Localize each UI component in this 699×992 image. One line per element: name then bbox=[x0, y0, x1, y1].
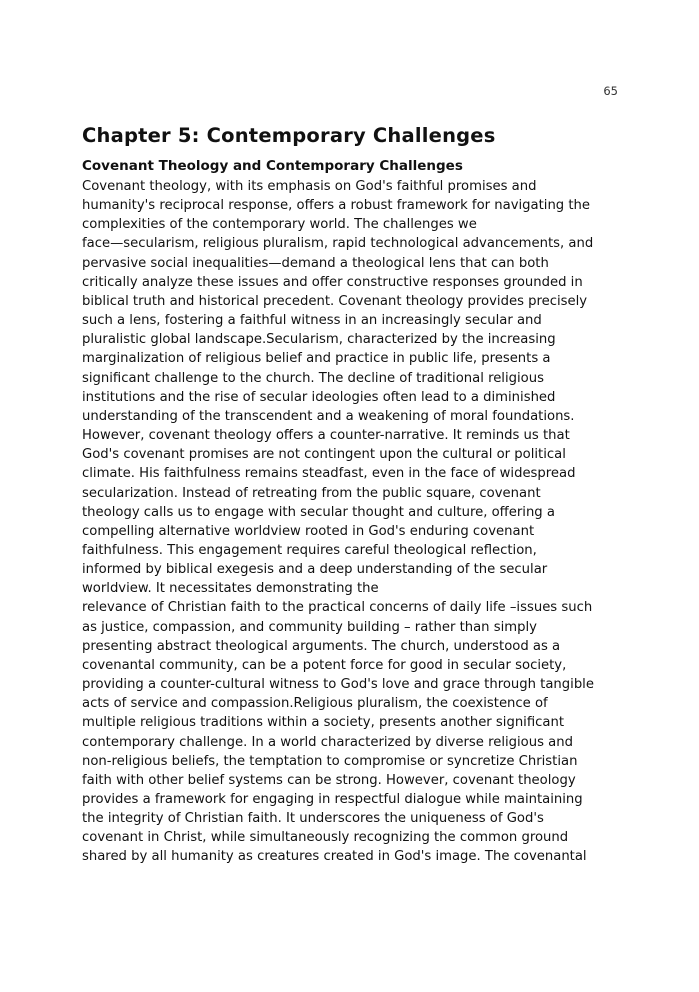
body-text-line: face—secularism, religious pluralism, rapid technological advancements, and bbox=[82, 236, 594, 252]
body-text-line: faithfulness. This engagement requires careful theological reflection, bbox=[82, 542, 537, 558]
body-text-line: informed by biblical exegesis and a deep understanding of the secular bbox=[82, 562, 548, 578]
body-text-line: worldview. It necessitates demonstrating the bbox=[82, 581, 379, 597]
body-text-line: provides a framework for engaging in respectful dialogue while maintaining bbox=[82, 792, 583, 807]
body-text-line: biblical truth and historical precedent. Covenant theology provides precisely bbox=[82, 293, 588, 309]
body-text-line: as justice, compassion, and community building – rather than simply bbox=[82, 619, 537, 635]
page-number: 65 bbox=[603, 84, 618, 98]
body-text-line: non-religious beliefs, the temptation to compromise or syncretize Christian bbox=[82, 753, 578, 769]
body-text-line: However, covenant theology offers a counter-narrative. It reminds us that bbox=[82, 428, 570, 444]
body-text-line: relevance of Christian faith to the practical concerns of daily life –issues such bbox=[82, 600, 593, 616]
body-text-line: marginalization of religious belief and practice in public life, presents a bbox=[82, 351, 551, 367]
body-text-line: critically analyze these issues and offer constructive responses grounded in bbox=[82, 274, 583, 290]
body-text-line: the integrity of Christian faith. It underscores the uniqueness of God's bbox=[82, 811, 544, 827]
body-text-line: theology calls us to engage with secular thought and culture, offering a bbox=[82, 504, 555, 520]
body-text-line: pluralistic global landscape.Secularism, characterized by the increasing bbox=[82, 332, 556, 348]
body-text-line: institutions and the rise of secular ideologies often lead to a diminished bbox=[82, 389, 556, 405]
body-text-line: such a lens, fostering a faithful witness in an increasingly secular and bbox=[82, 313, 542, 329]
body-text-line: Covenant theology, with its emphasis on God's faithful promises and bbox=[82, 179, 537, 194]
body-text-line: providing a counter-cultural witness to God's love and grace through tangible bbox=[82, 677, 594, 693]
body-text-line: compelling alternative worldview rooted in God's enduring covenant bbox=[82, 523, 535, 539]
body-text-line: covenantal community, can be a potent force for good in secular society, bbox=[82, 657, 567, 673]
body-text-line: complexities of the contemporary world. The challenges we bbox=[82, 217, 477, 233]
body-text-line: humanity's reciprocal response, offers a robust framework for navigating the bbox=[82, 198, 591, 214]
body-text-line: contemporary challenge. In a world characterized by diverse religious and bbox=[82, 734, 573, 750]
body-text bbox=[82, 177, 594, 867]
body-text-line: God's covenant promises are not contingent upon the cultural or political bbox=[82, 447, 566, 463]
body-text-line: understanding of the transcendent and a weakening of moral foundations. bbox=[82, 408, 575, 424]
body-text-line: significant challenge to the church. The decline of traditional religious bbox=[82, 370, 544, 386]
body-text-line: climate. His faithfulness remains steadfast, even in the face of widespread bbox=[82, 466, 576, 482]
body-text-line: multiple religious traditions within a society, presents another significant bbox=[82, 715, 565, 731]
body-text-line: pervasive social inequalities—demand a theological lens that can both bbox=[82, 255, 549, 271]
body-text-line: shared by all humanity as creatures created in God's image. The covenantal bbox=[82, 849, 587, 865]
chapter-title: Chapter 5: Contemporary Challenges bbox=[82, 124, 496, 147]
body-text-line: presenting abstract theological arguments. The church, understood as a bbox=[82, 638, 561, 654]
body-text-line: secularization. Instead of retreating from the public square, covenant bbox=[82, 485, 541, 501]
body-text-line: covenant in Christ, while simultaneously recognizing the common ground bbox=[82, 830, 569, 846]
body-text-line: faith with other belief systems can be strong. However, covenant theology bbox=[82, 772, 576, 788]
body-text-line: acts of service and compassion.Religious pluralism, the coexistence of bbox=[82, 696, 548, 712]
section-heading: Covenant Theology and Contemporary Challenges bbox=[82, 158, 463, 174]
